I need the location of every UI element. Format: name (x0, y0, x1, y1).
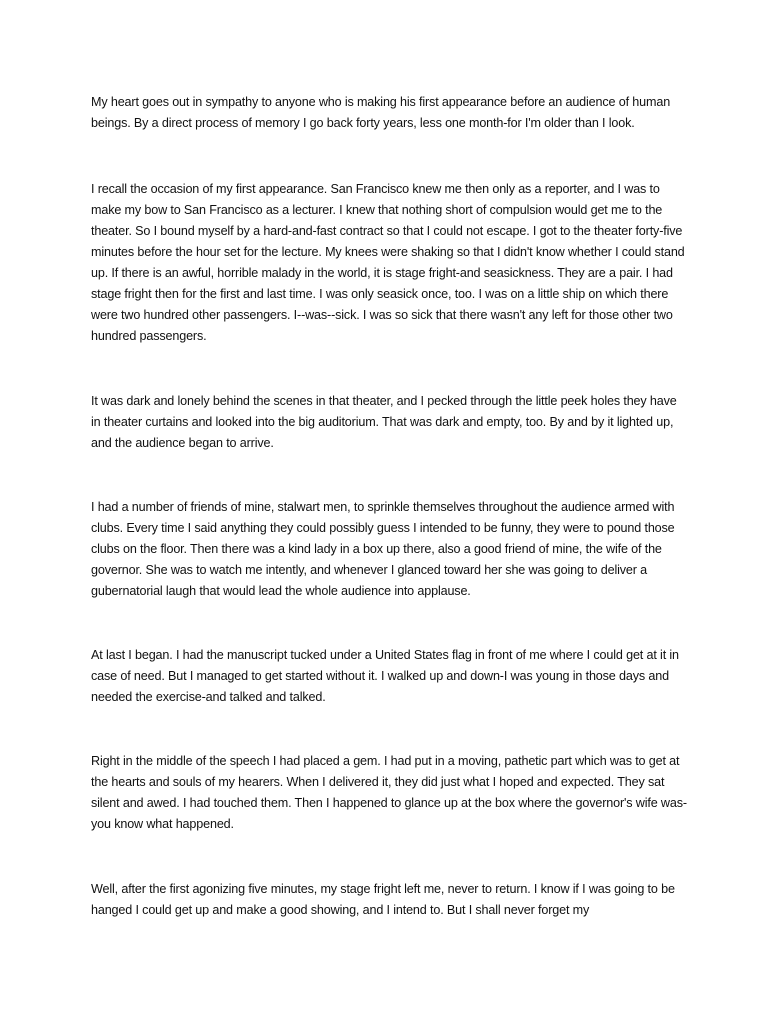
paragraph-1: My heart goes out in sympathy to anyone who is making his first appearance before an audience of human beings. By a direct process of memory I go back forty years, less one month-for I'm older than I look. (91, 95, 671, 130)
paragraph-4: I had a number of friends of mine, stalwart men, to sprinkle themselves throughout the audience armed with clubs. Every time I said anything they could possibly guess I intended to be funny, they were to pound those clubs on the floor. Then there was a kind lady in a box up there, also a good friend of mine, the wife of the governor. She was to watch me intently, and whenever I glanced toward her she was going to deliver a gubernatorial laugh that would lead the whole audience into applause. (91, 500, 675, 598)
paragraph-3: It was dark and lonely behind the scenes in that theater, and I pecked through the little peek holes they have in theater curtains and looked into the big auditorium. That was dark and empty, too. By and by it lighted up, and the audience began to arrive. (91, 394, 677, 450)
paragraph-5: At last I began. I had the manuscript tucked under a United States flag in front of me where I could get at it in case of need. But I managed to get started without it. I walked up and down-I was young in those days and needed the exercise-and talked and talked. (91, 648, 679, 704)
paragraph-7: Well, after the first agonizing five minutes, my stage fright left me, never to return. I know if I was going to be hanged I could get up and make a good showing, and I intend to. But I shall never forget my (91, 882, 675, 917)
paragraph-2: I recall the occasion of my first appearance. San Francisco knew me then only as a reporter, and I was to make my bow to San Francisco as a lecturer. I knew that nothing short of compulsion would get me to the theater. So I bound myself by a hard-and-fast contract so that I could not escape. I got to the theater forty-five minutes before the hour set for the lecture. My knees were shaking so that I didn't know whether I could stand up. If there is an awful, horrible malady in the world, it is stage fright-and seasickness. They are a pair. I had stage fright then for the first and last time. I was only seasick once, too. I was on a little ship on which there were two hundred other passengers. I--was--sick. I was so sick that there wasn't any left for those other two hundred passengers. (91, 182, 685, 343)
paragraph-6: Right in the middle of the speech I had placed a gem. I had put in a moving, pathetic part which was to get at the hearts and souls of my hearers. When I delivered it, they did just what I hoped and expected. They sat silent and awed. I had touched them. Then I happened to glance up at the box where the governor's wife was-you know what happened. (91, 754, 687, 831)
